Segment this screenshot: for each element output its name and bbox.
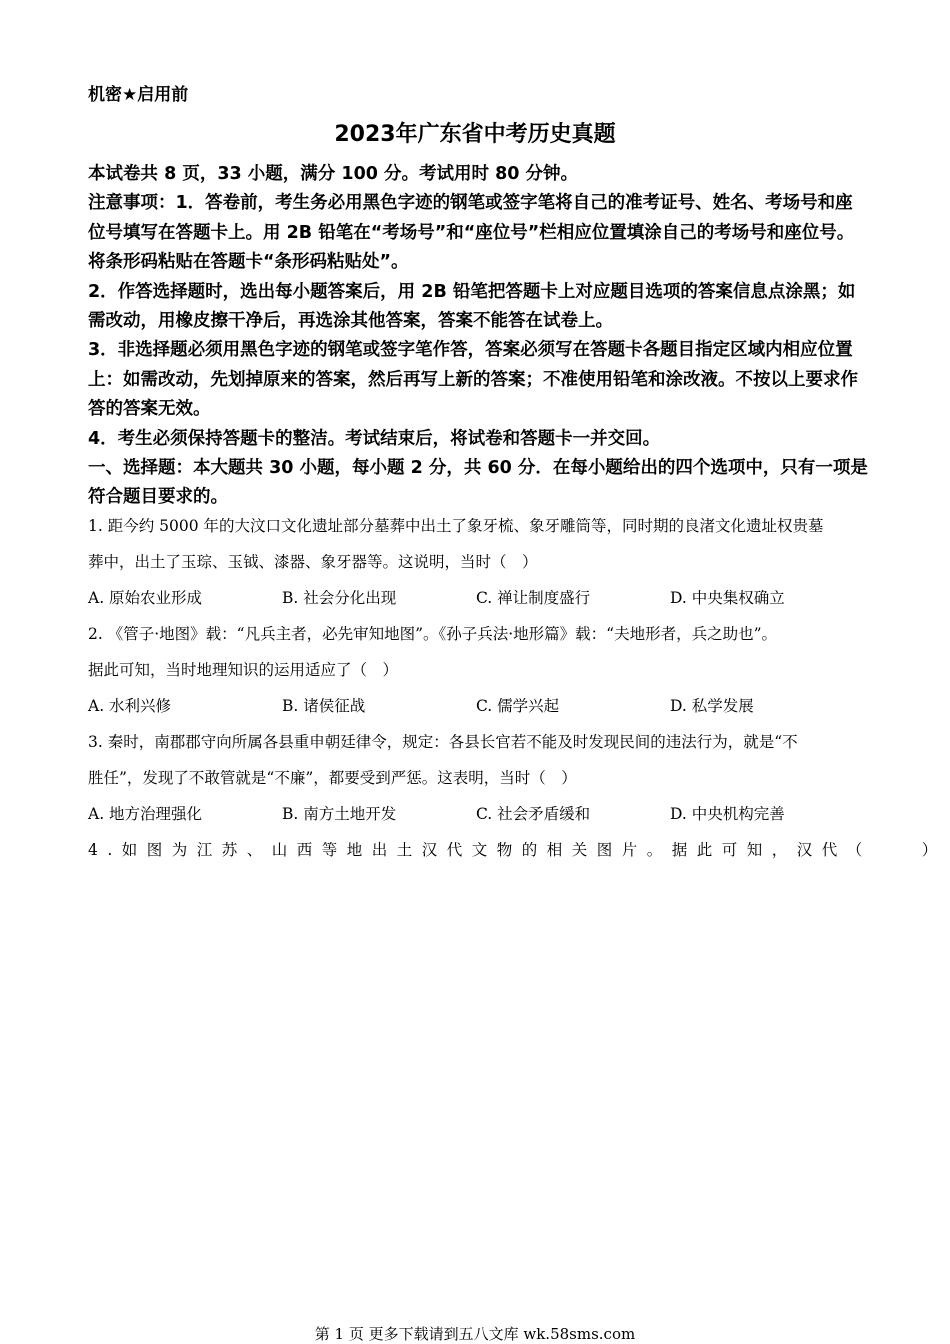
question-1-stem-line-2: 葬中，出土了玉琮、玉钺、漆器、象牙器等。这说明，当时（ ） xyxy=(88,553,538,571)
question-3 xyxy=(88,724,878,832)
question-1-options xyxy=(88,580,878,616)
question-4 xyxy=(88,832,947,868)
option-b: B. 南方土地开发 xyxy=(282,805,397,823)
option-c: C. 社会矛盾缓和 xyxy=(476,805,591,823)
option-c: C. 禅让制度盛行 xyxy=(476,589,591,607)
note-3: 3．非选择题必须用黑色字迹的钢笔或签字笔作答，答案必须写在答题卡各题目指定区域内相应位置上：如需改动，先划掉原来的答案，然后再写上新的答案；不准使用铅笔和涂改液。不按以上要求作答的答案无效。 xyxy=(88,340,858,420)
exam-intro: 本试卷共 8 页，33 小题，满分 100 分。考试用时 80 分钟。 xyxy=(88,164,579,184)
question-2-stem-line-1: 2. 《管子·地图》载：“凡兵主者，必先审知地图”。《孙子兵法·地形篇》载：“夫地形者，兵之助也”。 xyxy=(88,625,778,643)
question-list xyxy=(88,508,947,868)
option-a: A. 地方治理强化 xyxy=(88,805,203,823)
note-4: 4．考生必须保持答题卡的整洁。考试结束后，将试卷和答题卡一并交回。 xyxy=(88,428,661,449)
question-2-options xyxy=(88,688,878,724)
option-b: B. 诸侯征战 xyxy=(282,697,366,715)
option-d: D. 私学发展 xyxy=(670,697,754,715)
question-3-stem-line-2: 胜任”，发现了不敢管就是“不廉”，都要受到严惩。这表明，当时（ ） xyxy=(88,769,577,787)
question-1 xyxy=(88,508,878,616)
note-2: 2．作答选择题时，选出每小题答案后，用 2B 铅笔把答题卡上对应题目选项的答案信息点涂黑；如需改动，用橡皮擦干净后，再选涂其他答案，答案不能答在试卷上。 xyxy=(88,281,856,332)
page-footer: 第 1 页 更多下载请到五八文库 wk.58sms.com xyxy=(314,1325,636,1343)
note-1: 注意事项：1．答卷前，考生务必用黑色字迹的钢笔或签字笔将自己的准考证号、姓名、考场号和座位号填写在答题卡上。用 2B 铅笔在“考场号”和“座位号”栏相应位置填涂自己的考场号和座位号。将条形码粘贴在答题卡“条形码粘贴处”。 xyxy=(88,193,855,273)
question-2-stem-line-2: 据此可知，当时地理知识的运用适应了（ ） xyxy=(88,661,399,679)
page-title: 2023年广东省中考历史真题 xyxy=(334,122,616,147)
option-a: A. 水利兴修 xyxy=(88,697,172,715)
option-b: B. 社会分化出现 xyxy=(282,589,397,607)
question-1-stem-line-1: 1. 距今约 5000 年的大汶口文化遗址部分墓葬中出土了象牙梳、象牙雕筒等，同时期的良渚文化遗址权贵墓 xyxy=(88,517,824,535)
confidential-mark: 机密★启用前 xyxy=(88,85,189,105)
question-3-stem-line-1: 3. 秦时，南郡郡守向所属各县重申朝廷律令，规定：各县长官若不能及时发现民间的违法行为，就是“不 xyxy=(88,733,798,751)
question-2 xyxy=(88,616,878,724)
question-4-stem: 4.如图为江苏、山西等地出土汉代文物的相关图片。据此可知，汉代（ ） xyxy=(88,841,947,859)
option-a: A. 原始农业形成 xyxy=(88,589,203,607)
option-d: D. 中央集权确立 xyxy=(670,589,785,607)
option-d: D. 中央机构完善 xyxy=(670,805,785,823)
option-c: C. 儒学兴起 xyxy=(476,697,560,715)
question-3-options xyxy=(88,796,878,832)
exam-instructions xyxy=(88,160,868,513)
section-heading: 一、选择题：本大题共 30 小题，每小题 2 分，共 60 分．在每小题给出的四个选项中，只有一项是符合题目要求的。 xyxy=(88,458,868,508)
